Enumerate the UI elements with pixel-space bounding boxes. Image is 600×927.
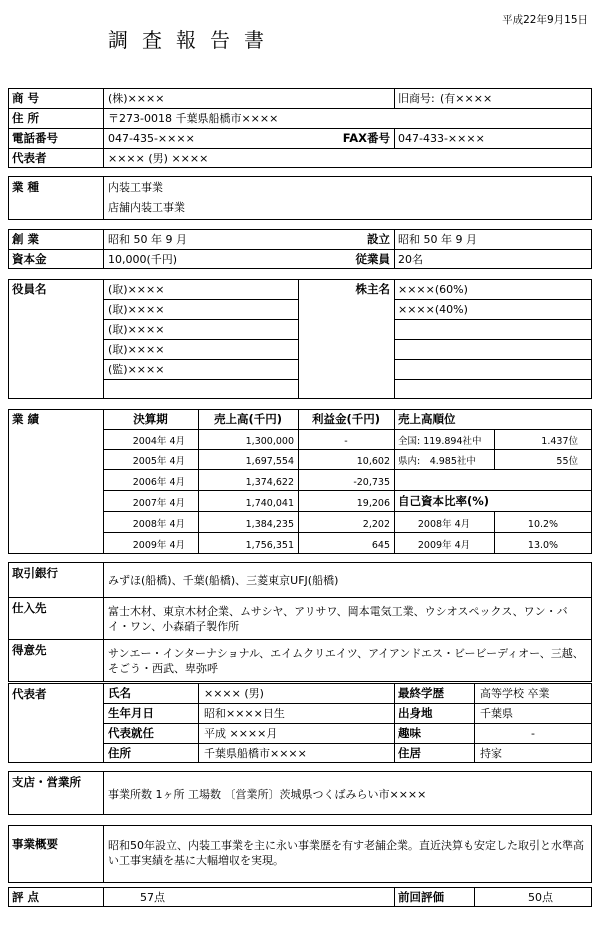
old-name-label: 旧商号:	[398, 92, 435, 105]
sales-row-5: 1,384,235	[245, 519, 294, 530]
fax: 047-433-××××	[398, 132, 485, 145]
branches-value: 事業所数 1ヶ所 工場数 〔営業所〕茨城県つくばみらい市××××	[108, 788, 427, 801]
rep-name-label: 氏名	[108, 686, 131, 700]
hobby-label: 趣味	[398, 726, 421, 740]
sales-row-6: 1,756,351	[245, 540, 294, 551]
emp: 20名	[398, 253, 423, 266]
addr: 千葉県船橋市××××	[204, 747, 307, 760]
performance-label: 業 績	[12, 412, 40, 426]
customers-value: サンエー・インターナショナル、エイムクリエイツ、アイアンドエス・ビービーディオー、三越、そごう・西武、卑弥呼	[108, 647, 584, 675]
fax-label: FAX番号	[342, 131, 390, 145]
company-name: (株)××××	[108, 92, 165, 105]
capital-label: 資本金	[12, 252, 47, 266]
holder-2: ××××(40%)	[398, 303, 468, 316]
address-label: 住 所	[12, 111, 40, 125]
edu: 高等学校 卒業	[480, 687, 550, 700]
col-profit: 利益金(千円)	[311, 412, 380, 426]
page-title: 調査報告書	[108, 28, 278, 52]
holder-1: ××××(60%)	[398, 283, 468, 296]
home: 持家	[480, 747, 502, 760]
name-label: 商 号	[12, 91, 40, 105]
rep-name: ×××× (男)	[204, 687, 264, 700]
rating-label: 評 点	[12, 890, 40, 904]
period-row-4: 2007年 4月	[132, 498, 185, 509]
rating-value: 57点	[140, 891, 165, 904]
birth: 昭和××××日生	[204, 707, 285, 720]
equity-period-2: 2009年 4月	[417, 540, 471, 551]
tel-label: 電話番号	[12, 131, 58, 145]
bank-value: みずほ(船橋)、千葉(船橋)、三菱東京UFJ(船橋)	[108, 574, 339, 587]
origin: 千葉県	[480, 707, 513, 720]
prev-rating-label: 前回評価	[398, 890, 444, 904]
equity-label: 自己資本比率(%)	[398, 494, 490, 508]
officer-5: (監)××××	[108, 363, 165, 376]
officer-4: (取)××××	[108, 343, 165, 356]
sales-row-3: 1,374,622	[245, 477, 294, 488]
rank-national: 全国: 119.894社中	[398, 436, 482, 447]
branches-label: 支店・営業所	[12, 775, 81, 789]
capital: 10,000(千円)	[108, 253, 178, 266]
report-date: 平成22年9月15日	[502, 14, 588, 26]
hobby: -	[531, 727, 535, 740]
rep: ×××× (男) ××××	[108, 152, 209, 165]
origin-label: 出身地	[398, 706, 433, 720]
holders-label: 株主名	[355, 282, 390, 296]
since-label: 代表就任	[108, 726, 154, 740]
sales-row-4: 1,740,041	[245, 498, 294, 509]
rank-label: 売上高順位	[398, 412, 456, 426]
bank-label: 取引銀行	[12, 566, 58, 580]
suppliers-label: 仕入先	[12, 601, 47, 615]
profit-row-5: 2,202	[362, 519, 390, 530]
period-row-5: 2008年 4月	[132, 519, 185, 530]
officer-1: (取)××××	[108, 283, 165, 296]
business-block	[8, 176, 592, 220]
tel: 047-435-××××	[108, 132, 195, 145]
rank-pref-value: 55位	[556, 456, 578, 467]
rep-label: 代表者	[12, 151, 47, 165]
period-row-6: 2009年 4月	[132, 540, 185, 551]
birth-label: 生年月日	[108, 706, 154, 720]
summary-label: 事業概要	[12, 837, 58, 851]
representative-label: 代表者	[12, 687, 47, 701]
rating-block	[8, 887, 592, 907]
address: 〒273-0018 千葉県船橋市××××	[108, 112, 279, 125]
sales-row-2: 1,697,554	[245, 456, 294, 467]
addr-label: 住所	[108, 746, 131, 760]
est-label: 設立	[367, 232, 390, 246]
officers-label: 役員名	[12, 282, 47, 296]
home-label: 住居	[398, 746, 421, 760]
edu-label: 最終学歴	[398, 686, 444, 700]
equity-period-1: 2008年 4月	[417, 519, 471, 530]
period-row-1: 2004年 4月	[132, 436, 185, 447]
business-line-1: 内装工事業	[108, 181, 163, 194]
suppliers-value: 富士木材、東京木材企業、ムサシヤ、アリサワ、岡本電気工業、ウシオスペックス、ワン・バイ・ワン、小森硝子製作所	[108, 605, 568, 633]
period-row-3: 2006年 4月	[132, 477, 185, 488]
since: 平成 ××××月	[204, 727, 278, 740]
emp-label: 従業員	[355, 252, 390, 266]
equity-value-1: 10.2%	[527, 519, 559, 530]
est-value: 昭和 50 年 9 月	[398, 233, 477, 246]
sales-row-1: 1,300,000	[245, 436, 294, 447]
profit-row-1: -	[344, 436, 348, 447]
col-sales: 売上高(千円)	[213, 412, 282, 426]
business-line-2: 店舗内装工事業	[108, 201, 185, 214]
equity-value-2: 13.0%	[527, 540, 559, 551]
prev-rating-value: 50点	[528, 891, 553, 904]
period-row-2: 2005年 4月	[132, 456, 185, 467]
profit-row-4: 19,206	[356, 498, 390, 509]
business-label: 業 種	[12, 180, 40, 194]
founding-value: 昭和 50 年 9 月	[108, 233, 187, 246]
profit-row-2: 10,602	[356, 456, 390, 467]
col-period: 決算期	[133, 412, 168, 426]
profit-row-6: 645	[371, 540, 390, 551]
rank-pref: 県内: 4.985社中	[398, 456, 476, 467]
profit-row-3: -20,735	[353, 477, 390, 488]
rank-national-value: 1.437位	[541, 436, 578, 447]
officer-2: (取)××××	[108, 303, 165, 316]
customers-label: 得意先	[12, 643, 47, 657]
founding-label: 創 業	[12, 232, 40, 246]
old-name: (有××××	[440, 92, 493, 105]
officer-3: (取)××××	[108, 323, 165, 336]
summary-value: 昭和50年設立、内装工事業を主に永い事業歴を有す老舗企業。直近決算も安定した取引と水準高い工事実績を基に大幅増収を実現。	[108, 839, 584, 867]
